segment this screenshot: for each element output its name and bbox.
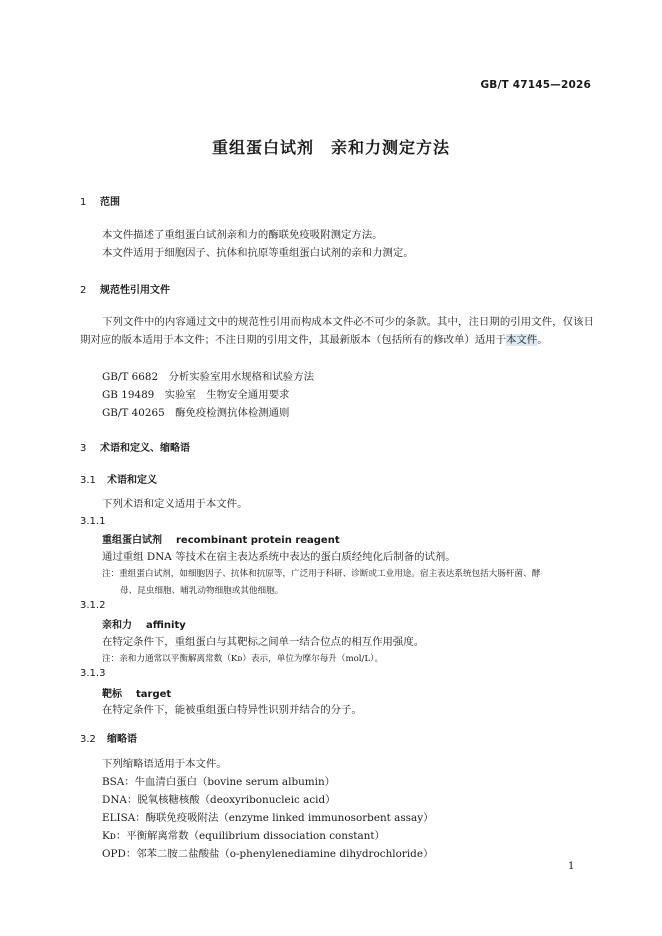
term-heading	[102, 616, 186, 631]
section-number: 1	[80, 197, 87, 208]
term-note-continued: 母、昆虫细胞、哺乳动物细胞或其他细胞。	[120, 586, 284, 596]
reference-item: GB 19489 实验室 生物安全通用要求	[102, 389, 290, 401]
term-heading	[102, 685, 171, 700]
section-number: 3.2	[80, 734, 96, 745]
highlighted-text: 本文件	[506, 334, 538, 346]
term-chinese: 亲和力	[102, 620, 132, 631]
abbreviation-item: DNA：脱氧核糖核酸（deoxyribonucleic acid）	[102, 794, 336, 806]
section-label: 术语和定义、缩略语	[100, 443, 190, 454]
section-3-1-heading	[80, 471, 157, 486]
term-note: 注：亲和力通常以平衡解离常数（Kᴅ）表示，单位为摩尔每升（mol/L）。	[102, 654, 384, 664]
section-2-intro	[80, 313, 594, 349]
term-english: affinity	[146, 620, 186, 631]
reference-item: GB/T 6682 分析实验室用水规格和试验方法	[102, 371, 314, 383]
section-1-para-2: 本文件适用于细胞因子、抗体和抗原等重组蛋白试剂的亲和力测定。	[102, 247, 414, 259]
term-number: 3.1.2	[80, 600, 106, 611]
section-number: 3	[80, 443, 87, 454]
term-definition: 通过重组 DNA 等技术在宿主表达系统中表达的蛋白质经纯化后制备的试剂。	[102, 551, 456, 563]
intro-text: 下列文件中的内容通过文中的规范性引用而构成本文件必不可少的条款。其中，注日期的引用文件，仅该日期对应的版本适用于本文件；不注日期的引用文件，其最新版本（包括所有的修改单）适用于	[80, 316, 594, 346]
term-chinese: 靶标	[102, 689, 122, 700]
section-2-heading	[80, 281, 170, 296]
standard-number: GB/T 47145—2026	[480, 79, 591, 91]
term-english: recombinant protein reagent	[176, 535, 340, 546]
abbreviation-item: OPD：邻苯二胺二盐酸盐（o-phenylenediamine dihydrochloride）	[102, 848, 434, 860]
abbreviation-item: Kᴅ：平衡解离常数（equilibrium dissociation constant）	[102, 830, 385, 842]
intro-end: 。	[537, 334, 548, 346]
term-number: 3.1.1	[80, 516, 106, 527]
term-number: 3.1.3	[80, 668, 106, 679]
section-label: 规范性引用文件	[100, 285, 170, 296]
term-english: target	[136, 689, 172, 700]
section-number: 2	[80, 285, 87, 296]
term-definition: 在特定条件下，能被重组蛋白特异性识别并结合的分子。	[102, 704, 362, 716]
reference-item: GB/T 40265 酶免疫检测抗体检测通则	[102, 407, 290, 419]
term-note: 注：重组蛋白试剂，如细胞因子、抗体和抗原等，广泛用于科研、诊断或工业用途。宿主表达系统包括大肠杆菌、酵	[102, 569, 541, 579]
section-3-heading	[80, 439, 190, 454]
section-3-2-intro: 下列缩略语适用于本文件。	[102, 758, 227, 770]
term-definition: 在特定条件下，重组蛋白与其靶标之间单一结合位点的相互作用强度。	[102, 636, 425, 648]
abbreviation-item: ELISA：酶联免疫吸附法（enzyme linked immunosorbent assay）	[102, 812, 434, 824]
section-3-1-intro: 下列术语和定义适用于本文件。	[102, 498, 248, 510]
term-chinese: 重组蛋白试剂	[102, 535, 162, 546]
term-heading	[102, 531, 340, 546]
section-label: 范围	[100, 197, 120, 208]
section-1-para-1: 本文件描述了重组蛋白试剂亲和力的酶联免疫吸附测定方法。	[102, 229, 383, 241]
abbreviation-item: BSA：牛血清白蛋白（bovine serum albumin）	[102, 776, 336, 788]
section-label: 缩略语	[107, 734, 137, 745]
section-label: 术语和定义	[107, 475, 157, 486]
section-1-heading	[80, 193, 120, 208]
page-title: 重组蛋白试剂 亲和力测定方法	[211, 138, 450, 157]
page-number: 1	[568, 861, 575, 872]
section-number: 3.1	[80, 475, 96, 486]
section-3-2-heading	[80, 730, 137, 745]
